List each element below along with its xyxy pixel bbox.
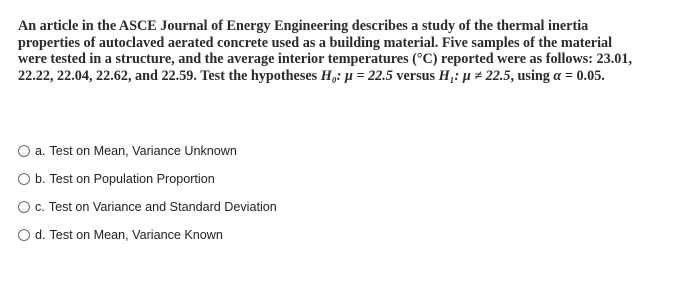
option-a-letter: a. — [35, 144, 46, 158]
using-word: , using — [510, 67, 554, 84]
question-body: An article in the ASCE Journal of Energy Engineering describes a study of the thermal inertia properties of autoclaved aerated concrete used as a building material. Five samples of the material were tested in a structure, and the average interior temperatures (°C) reported were as follows: 23.01, 22.22, 22.04, 22.62, and 22.59. Test the hypotheses — [18, 18, 633, 84]
option-d-label[interactable]: Test on Mean, Variance Known — [49, 228, 223, 242]
option-c[interactable] — [18, 193, 418, 221]
alpha-value: 0.05. — [572, 67, 605, 84]
option-a[interactable] — [18, 137, 418, 165]
option-b-letter: b. — [35, 172, 46, 186]
option-d[interactable] — [18, 221, 418, 249]
question-text — [18, 18, 638, 84]
radio-b[interactable] — [18, 173, 30, 185]
alternative-hypothesis: H₁: μ ≠ 22.5 — [438, 67, 511, 84]
option-a-label[interactable]: Test on Mean, Variance Unknown — [49, 144, 237, 158]
radio-d[interactable] — [18, 229, 30, 241]
alpha-symbol: α = — [553, 67, 573, 84]
option-b-label[interactable]: Test on Population Proportion — [49, 172, 215, 186]
option-d-letter: d. — [35, 228, 46, 242]
radio-c[interactable] — [18, 201, 30, 213]
radio-a[interactable] — [18, 145, 30, 157]
option-b[interactable] — [18, 165, 418, 193]
null-hypothesis: H₀: μ = 22.5 — [320, 67, 393, 84]
option-c-label[interactable]: Test on Variance and Standard Deviation — [48, 200, 277, 214]
versus-word: versus — [392, 67, 439, 84]
option-c-letter: c. — [35, 200, 45, 214]
answer-options — [18, 137, 418, 249]
